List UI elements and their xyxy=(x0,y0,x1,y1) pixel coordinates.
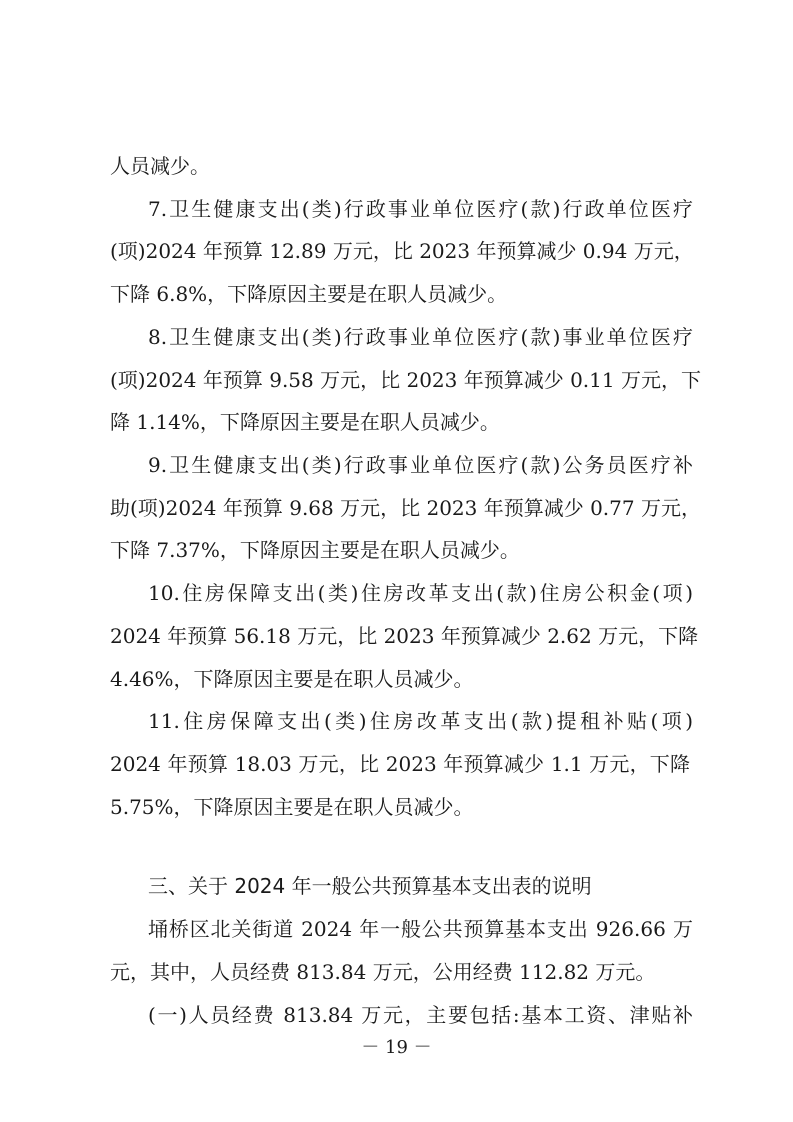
paragraph-line: 下降 7.37%，下降原因主要是在职人员减少。 xyxy=(110,538,520,562)
paragraph-line: 11.住房保障支出(类)住房改革支出(款)提租补贴(项) xyxy=(148,709,693,733)
page-number: － 19 － xyxy=(361,1037,432,1058)
paragraph-line: 9.卫生健康支出(类)行政事业单位医疗(款)公务员医疗补 xyxy=(148,453,693,477)
paragraph-line: (项)2024 年预算 9.58 万元，比 2023 年预算减少 0.11 万元，下 xyxy=(110,368,701,392)
paragraph-line: 5.75%，下降原因主要是在职人员减少。 xyxy=(110,795,474,819)
section-heading: 三、关于 2024 年一般公共预算基本支出表的说明 xyxy=(148,874,592,898)
paragraph-line: 下降 6.8%，下降原因主要是在职人员减少。 xyxy=(110,282,508,306)
paragraph-line: 埇桥区北关街道 2024 年一般公共预算基本支出 926.66 万 xyxy=(148,917,693,941)
paragraph-line: 4.46%，下降原因主要是在职人员减少。 xyxy=(110,667,474,691)
paragraph-line: 人员减少。 xyxy=(110,154,210,178)
paragraph-line: 10.住房保障支出(类)住房改革支出(款)住房公积金(项) xyxy=(148,581,693,605)
paragraph-line: 降 1.14%，下降原因主要是在职人员减少。 xyxy=(110,410,500,434)
paragraph-line: (项)2024 年预算 12.89 万元，比 2023 年预算减少 0.94 万元， xyxy=(110,239,694,263)
paragraph-line: 2024 年预算 18.03 万元，比 2023 年预算减少 1.1 万元，下降 xyxy=(110,752,690,776)
paragraph-line: (一)人员经费 813.84 万元，主要包括:基本工资、津贴补 xyxy=(148,1003,693,1027)
paragraph-line: 7.卫生健康支出(类)行政事业单位医疗(款)行政单位医疗 xyxy=(148,197,693,221)
paragraph-line: 助(项)2024 年预算 9.68 万元，比 2023 年预算减少 0.77 万元， xyxy=(110,496,701,520)
paragraph-line: 8.卫生健康支出(类)行政事业单位医疗(款)事业单位医疗 xyxy=(148,325,693,349)
paragraph-line: 元，其中，人员经费 813.84 万元，公用经费 112.82 万元。 xyxy=(110,960,656,984)
paragraph-line: 2024 年预算 56.18 万元，比 2023 年预算减少 2.62 万元，下降 xyxy=(110,624,699,648)
